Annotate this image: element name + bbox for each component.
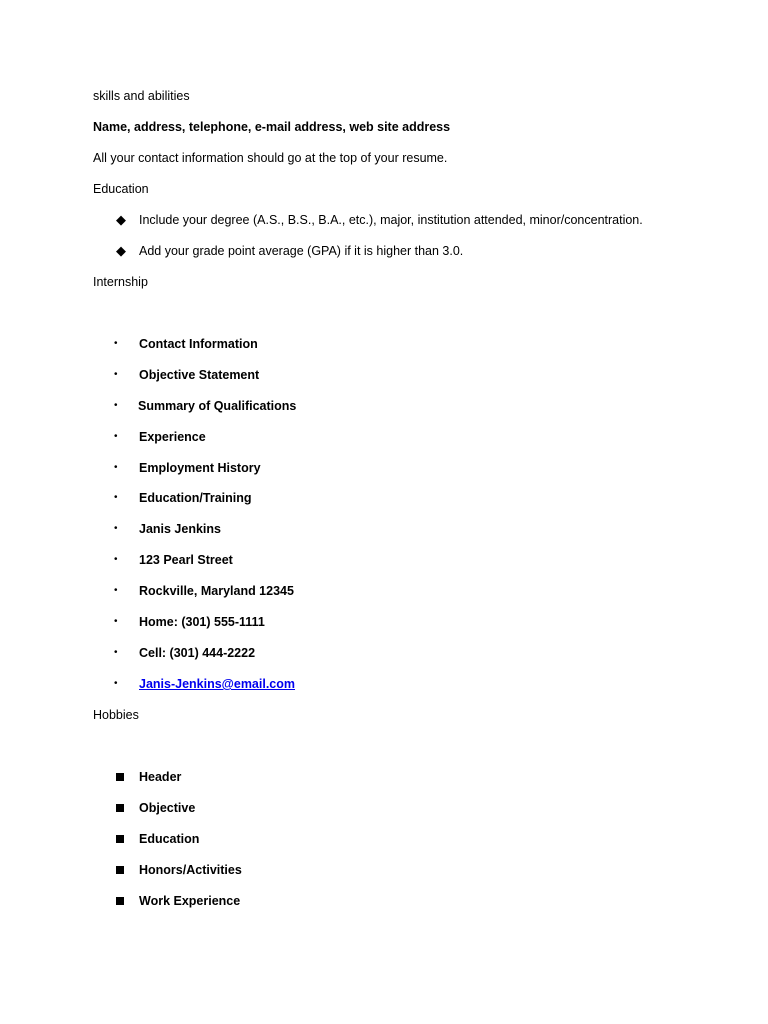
diamond-bullet-icon: ◆ [116,212,126,227]
hobbies-item: Work Experience [139,894,241,908]
square-bullet-icon [116,866,124,874]
education-heading: Education [93,182,149,196]
dot-bullet-icon: • [114,523,118,534]
education-item-degree: Include your degree (A.S., B.S., B.A., etc.), major, institution attended, minor/concentration. [139,213,643,227]
list-item [0,675,768,693]
hobbies-item: Honors/Activities [139,863,242,877]
dot-bullet-icon: • [114,338,118,349]
dot-bullet-icon: • [114,647,118,658]
list-item [0,892,768,910]
list-item [0,211,768,229]
internship-item: Education/Training [139,491,252,505]
list-item [0,613,768,631]
education-item-gpa: Add your grade point average (GPA) if it is higher than 3.0. [139,244,464,258]
list-item [0,397,768,415]
square-bullet-icon [116,835,124,843]
dot-bullet-icon: • [114,585,118,596]
list-item [0,459,768,477]
list-item [0,582,768,600]
hobbies-item: Header [139,770,182,784]
contact-header-line: Name, address, telephone, e-mail address, web site address [93,120,451,134]
square-bullet-icon [116,897,124,905]
list-item [0,861,768,879]
square-bullet-icon [116,804,124,812]
internship-item: Cell: (301) 444-2222 [139,646,256,660]
list-item [0,799,768,817]
dot-bullet-icon: • [114,369,118,380]
dot-bullet-icon: • [114,554,118,565]
square-bullet-icon [116,773,124,781]
internship-item: Home: (301) 555-1111 [139,615,265,629]
internship-item: Contact Information [139,337,258,351]
list-item [0,644,768,662]
skills-heading: skills and abilities [93,89,190,103]
internship-item: Janis Jenkins [139,522,221,536]
hobbies-item: Objective [139,801,196,815]
list-item [0,768,768,786]
contact-note: All your contact information should go at the top of your resume. [93,151,448,165]
dot-bullet-icon: • [114,616,118,627]
hobbies-item: Education [139,832,200,846]
internship-item: Experience [139,430,206,444]
list-item [0,830,768,848]
dot-bullet-icon: • [114,678,118,689]
diamond-bullet-icon: ◆ [116,243,126,258]
dot-bullet-icon: • [114,400,118,411]
internship-item: Summary of Qualifications [138,399,297,413]
list-item [0,242,768,260]
list-item [0,489,768,507]
dot-bullet-icon: • [114,462,118,473]
internship-item: Objective Statement [139,368,260,382]
internship-heading: Internship [93,275,148,289]
internship-item: 123 Pearl Street [139,553,233,567]
list-item [0,428,768,446]
hobbies-heading: Hobbies [93,708,139,722]
dot-bullet-icon: • [114,431,118,442]
list-item [0,366,768,384]
internship-item: Employment History [139,461,261,475]
internship-item: Rockville, Maryland 12345 [139,584,294,598]
email-link[interactable]: Janis-Jenkins@email.com [139,677,296,691]
dot-bullet-icon: • [114,492,118,503]
list-item [0,520,768,538]
list-item [0,551,768,569]
list-item [0,335,768,353]
